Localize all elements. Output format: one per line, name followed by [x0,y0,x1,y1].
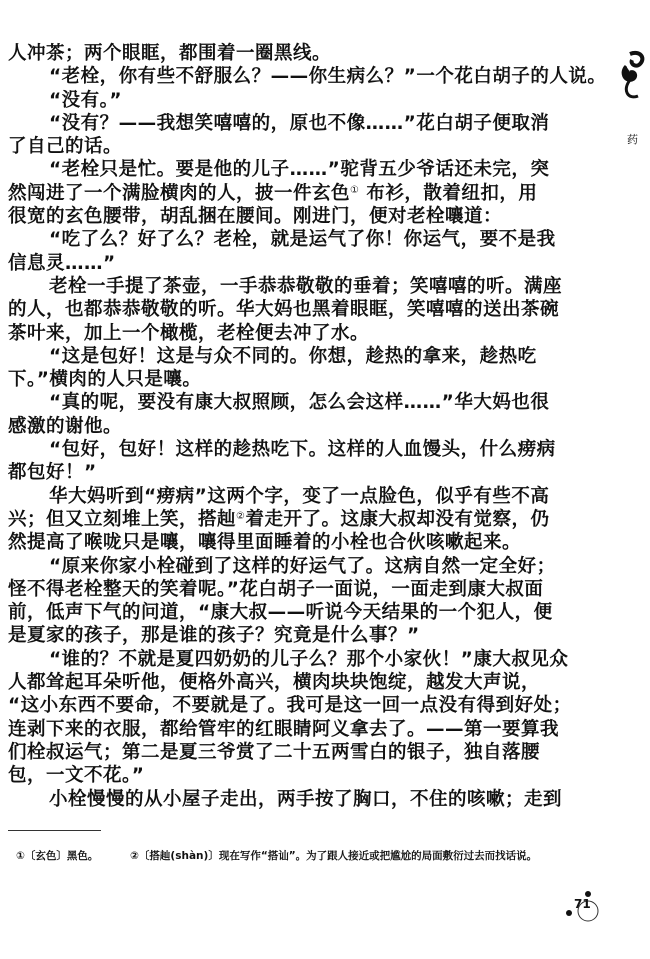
text-line-content: 很宽的玄色腰带，胡乱捆在腰间。刚进门，便对老栓嚷道： [8,206,503,228]
text-line [8,531,522,554]
text-line [8,788,563,811]
text-line [8,135,438,158]
text-line [8,624,438,647]
text-line [8,112,550,135]
chapter-label: 药 [627,133,638,146]
text-line-content: “老栓，你有些不舒服么？——你生病么？”一个花白胡子的人说。 [49,66,607,88]
text-line [8,485,550,508]
text-line-content: 前，低声下气的问道，“康大叔——听说今天结果的一个犯人，便 [8,602,553,624]
text-line [8,322,438,345]
text-line-content: “这小东西不要命，不要就是了。我可是这一回一点没有得到好处； [8,695,572,717]
footnote-marker: ② [236,510,246,522]
text-line [8,718,560,741]
text-line [8,671,541,694]
text-line [8,228,556,251]
text-line-content: 下。”横肉的人只是嚷。 [8,369,202,391]
text-line-content: 然闯进了一个满脸横肉的人，披一件玄色 [8,182,351,204]
text-line [8,298,560,321]
text-line-content: 了自己的话。 [8,136,123,158]
text-line-content: 人都耸起耳朵听他，便格外高兴，横肉块块饱绽，越发大声说， [8,672,541,694]
footnote-1: ①〔玄色〕黑色。 [16,850,99,862]
text-line [8,601,553,624]
text-line [8,368,438,391]
text-line-content: “包好，包好！这样的趁热吃下。这样的人血馒头，什么痨病 [49,439,556,461]
text-line-content: 怪不得老栓整天的笑着呢。”花白胡子一面说，一面走到康大叔面 [8,578,544,600]
footnotes [16,848,537,863]
page-number [564,889,604,925]
text-line [8,42,438,65]
text-line-content: 的人，也都恭恭敬敬的听。华大妈也黑着眼眶，笑嘻嘻的送出茶碗 [8,299,560,321]
text-line-content: 茶叶来，加上一个橄榄，老栓便去冲了水。 [8,322,370,344]
text-line-content: 布衫，散着纽扣，用 [359,182,538,204]
text-line-content: 兴；但又立刻堆上笑，搭赸 [8,508,237,530]
text-line-content: 华大妈听到“痨病”这两个字，变了一点脸色，似乎有些不高 [49,485,550,507]
text-line-content: 感激的谢他。 [8,415,123,437]
text-line [8,391,550,414]
page-number-text: 71 [574,897,591,911]
text-line-content: “谁的？不就是夏四奶奶的儿子么？那个小家伙！”康大叔见众 [49,648,569,670]
text-line-content: “原来你家小栓碰到了这样的好运气了。这病自然一定全好； [49,555,556,577]
text-line-content: “老栓只是忙。要是他的儿子……”驼背五少爷话还未完，突 [49,159,550,181]
text-line-content: 老栓一手提了茶壶，一手恭恭敬敬的垂着；笑嘻嘻的听。满座 [49,275,563,297]
text-line [8,252,438,275]
text-line-content: 们栓叔运气；第二是夏三爷赏了二十五两雪白的银子，独自落腰 [8,741,541,763]
text-line [8,741,541,764]
text-line-content: 信息灵……” [8,252,116,274]
text-line-content: 小栓慢慢的从小屋子走出，两手按了胸口，不住的咳嗽；走到 [49,788,563,810]
text-line [8,65,607,88]
text-line-content: 着走开了。这康大叔却没有觉察，仍 [245,508,550,530]
text-line-content: “真的呢，要没有康大叔照顾，怎么会这样……”华大妈也很 [49,392,550,414]
text-line-content: “没有？——我想笑嘻嘻的，原也不像……”花白胡子便取消 [49,112,550,134]
text-line-content: 包，一文不花。” [8,765,145,787]
text-line [8,508,550,531]
text-line-content: 连剥下来的衣服，都给管牢的红眼睛阿义拿去了。——第一要算我 [8,718,560,740]
footnote-2: ②〔搭赸(shàn)〕现在写作“搭讪”。为了跟人接近或把尴尬的局面敷衍过去而找话说。 [130,850,538,862]
text-line-content: “这是包好！这是与众不同的。你想，趁热的拿来，趁热吃 [49,345,537,367]
text-line [8,694,572,717]
footnote-divider [8,830,101,831]
text-line [8,275,563,298]
text-line-content: 是夏家的孩子，那是谁的孩子？究竟是什么事？” [8,625,420,647]
ornament-icon [616,50,650,102]
text-line [8,461,438,484]
text-line-content: 然提高了喉咙只是嚷，嚷得里面睡着的小栓也合伙咳嗽起来。 [8,532,522,554]
text-line-content: 都包好！” [8,462,97,484]
text-line [8,648,569,671]
text-line [8,205,503,228]
text-line-content: “没有。” [49,89,123,111]
text-line [8,438,556,461]
text-line-content: 人冲茶；两个眼眶，都围着一圈黑线。 [8,43,332,64]
footnote-marker: ① [350,184,360,196]
text-line [8,578,544,601]
text-line-content: “吃了么？好了么？老栓，就是运气了你！你运气，要不是我 [49,229,556,251]
body-text [8,42,607,811]
text-line [8,415,438,438]
text-line [8,555,556,578]
text-line [8,158,550,181]
text-line [8,345,537,368]
text-line [8,182,538,205]
text-line [8,764,438,787]
text-line [8,89,438,112]
